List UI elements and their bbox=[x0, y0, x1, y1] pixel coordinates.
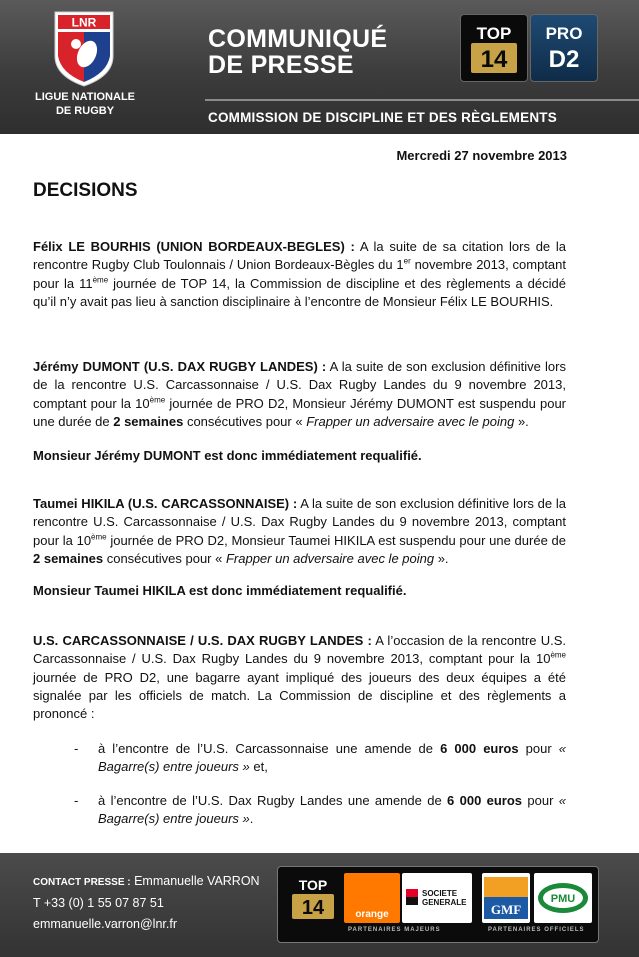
pmu-text: PMU bbox=[550, 893, 576, 905]
text-span: A la suite de sa citation lors de la rencontre Rugby Club Toulonnais / Union Bordeaux-Bègles du 1 bbox=[33, 239, 566, 273]
prod2-logo-icon bbox=[531, 15, 597, 81]
dash-bullet: - bbox=[74, 793, 79, 808]
prod2-logo bbox=[530, 14, 598, 82]
superscript: ème bbox=[91, 532, 107, 542]
top14-logo-icon bbox=[461, 15, 527, 81]
contact-name: Emmanuelle VARRON bbox=[130, 874, 260, 888]
decision-clubs bbox=[33, 632, 566, 723]
lnr-shield-icon bbox=[49, 10, 119, 88]
contact-email: emmanuelle.varron@lnr.fr bbox=[33, 917, 177, 931]
caption-partenaires-officiels: PARTENAIRES OFFICIELS bbox=[488, 927, 585, 933]
gmf-text: GMF bbox=[490, 902, 522, 917]
text-span: journée de PRO D2, une bagarre ayant impliqué des joueurs des deux équipes a été signalée par les officiels de match. La Commission de discipline et des règlements a prononcé : bbox=[33, 669, 566, 722]
sponsor-top14-num: 14 bbox=[301, 897, 325, 919]
sponsors-panel bbox=[277, 866, 599, 943]
pmu-logo-icon bbox=[534, 873, 592, 923]
header-divider bbox=[205, 99, 639, 101]
sponsor-societe-generale bbox=[402, 873, 472, 923]
sponsor-pmu bbox=[534, 873, 592, 923]
prod2-top-text: PRO bbox=[545, 24, 583, 43]
player-name: Jérémy DUMONT (U.S. DAX RUGBY LANDES) : bbox=[33, 359, 327, 374]
prod2-num-text: D2 bbox=[548, 46, 580, 73]
dash-bullet: - bbox=[74, 741, 79, 756]
text-span: et, bbox=[249, 759, 268, 775]
contact-phone: T +33 (0) 1 55 07 87 51 bbox=[33, 896, 164, 910]
offence: « Bagarre(s) entre joueurs » bbox=[98, 793, 566, 827]
decision-hikila bbox=[33, 495, 566, 568]
text-span: à l’encontre de l’U.S. Dax Rugby Landes une amende de bbox=[98, 793, 448, 808]
offence: Frapper un adversaire avec le poing bbox=[306, 413, 515, 429]
publication-date: Mercredi 27 novembre 2013 bbox=[396, 148, 567, 163]
top14-num-text: 14 bbox=[480, 46, 508, 73]
player-name: Félix LE BOURHIS (UNION BORDEAUX-BEGLES) : bbox=[33, 239, 355, 254]
sponsor-gmf bbox=[482, 873, 530, 923]
superscript: ème bbox=[149, 395, 166, 405]
lnr-name-line1: LIGUE NATIONALE bbox=[34, 91, 135, 103]
contact-line bbox=[33, 871, 260, 893]
gmf-logo-icon bbox=[482, 873, 530, 923]
top14-logo bbox=[460, 14, 528, 82]
caption-partenaires-majeurs: PARTENAIRES MAJEURS bbox=[348, 927, 441, 933]
paragraph bbox=[33, 632, 566, 723]
text-span: journée de PRO D2, Monsieur Jérémy DUMONT est suspendu pour une durée de bbox=[33, 395, 567, 429]
requalification-dumont: Monsieur Jérémy DUMONT est donc immédiatement requalifié. bbox=[33, 448, 422, 463]
sanction-item bbox=[62, 792, 566, 829]
text-span: à l’encontre de l’U.S. Carcassonnaise une amende de bbox=[98, 741, 441, 756]
commission-subtitle: COMMISSION DE DISCIPLINE ET DES RÈGLEMENTS bbox=[208, 110, 557, 125]
lnr-logo bbox=[22, 10, 148, 122]
sanction-text bbox=[98, 740, 566, 777]
sponsor-orange bbox=[344, 873, 400, 923]
fine-amount: 6 000 euros bbox=[447, 793, 523, 808]
orange-text: orange bbox=[355, 909, 389, 920]
top14-top-text: TOP bbox=[476, 24, 512, 43]
text-span: journée de TOP 14, la Commission de discipline et des règlements a décidé qu’il n’y avait pas lieu à sanction disciplinaire à l’encontre de Monsieur Félix LE BOURHIS. bbox=[33, 275, 566, 309]
text-span: pour bbox=[518, 741, 559, 756]
offence: Frapper un adversaire avec le poing bbox=[225, 550, 435, 566]
press-contact bbox=[33, 871, 260, 935]
lnr-name-line2: DE RUGBY bbox=[55, 105, 115, 117]
superscript: ème bbox=[550, 650, 566, 660]
offence: « Bagarre(s) entre joueurs » bbox=[98, 741, 567, 775]
superscript: ème bbox=[92, 275, 109, 285]
title-line2: DE PRESSE bbox=[208, 51, 354, 79]
title-line1: COMMUNIQUÉ bbox=[208, 25, 388, 53]
text-span: journée de PRO D2, Monsieur Taumei HIKILA est suspendu pour une durée de bbox=[106, 532, 566, 548]
section-heading: DECISIONS bbox=[33, 180, 138, 201]
text-span: pour bbox=[522, 793, 559, 808]
text-span: A la suite de son exclusion définitive lors de la rencontre U.S. Carcassonnaise / U.S. Dax Rugby Landes du 9 novembre 2013, comptant pour la 10 bbox=[33, 496, 567, 548]
footer-banner bbox=[0, 853, 639, 957]
top14-sponsor-icon bbox=[284, 873, 342, 923]
text-span: ». bbox=[434, 550, 449, 566]
decision-le-bourhis bbox=[33, 238, 566, 311]
contact-label: CONTACT PRESSE : bbox=[33, 877, 131, 888]
text-span: . bbox=[249, 811, 254, 827]
text-span: A l’occasion de la rencontre U.S. Carcassonnaise / U.S. Dax Rugby Landes du 9 novembre 2013, comptant pour la 10 bbox=[33, 633, 566, 667]
paragraph bbox=[33, 358, 566, 431]
text-span: novembre 2013, comptant pour la 11 bbox=[33, 257, 567, 291]
player-name: Taumei HIKILA (U.S. CARCASSONNAISE) : bbox=[33, 496, 298, 511]
decision-dumont bbox=[33, 358, 566, 431]
sponsor-top14 bbox=[284, 873, 342, 923]
sanction-item bbox=[62, 740, 566, 777]
requalification-hikila: Monsieur Taumei HIKILA est donc immédiatement requalifié. bbox=[33, 583, 407, 598]
paragraph bbox=[33, 495, 566, 568]
lnr-initials: LNR bbox=[71, 15, 97, 30]
sg-line2: GENERALE bbox=[422, 898, 467, 907]
clubs-name: U.S. CARCASSONNAISE / U.S. DAX RUGBY LANDES : bbox=[33, 633, 372, 648]
sg-line1: SOCIETE bbox=[422, 889, 458, 898]
text-span: ». bbox=[514, 413, 529, 429]
sponsor-top14-top: TOP bbox=[298, 877, 328, 893]
societe-generale-logo-icon bbox=[402, 873, 472, 923]
suspension-duration: 2 semaines bbox=[113, 413, 184, 429]
press-release-title bbox=[208, 26, 387, 78]
lnr-league-name bbox=[22, 90, 148, 118]
text-span: A la suite de son exclusion définitive lors de la rencontre U.S. Carcassonnaise / U.S. Dax Rugby Landes du 9 novembre 2013, comptant pour la 10 bbox=[33, 359, 566, 411]
text-span: consécutives pour « bbox=[103, 550, 226, 566]
suspension-duration: 2 semaines bbox=[33, 550, 104, 566]
text-span: consécutives pour « bbox=[183, 413, 307, 429]
fine-amount: 6 000 euros bbox=[440, 741, 519, 756]
orange-logo-icon bbox=[344, 873, 400, 923]
superscript: er bbox=[403, 256, 411, 266]
sanction-text bbox=[98, 792, 566, 829]
header-banner bbox=[0, 0, 639, 134]
paragraph bbox=[33, 238, 566, 311]
